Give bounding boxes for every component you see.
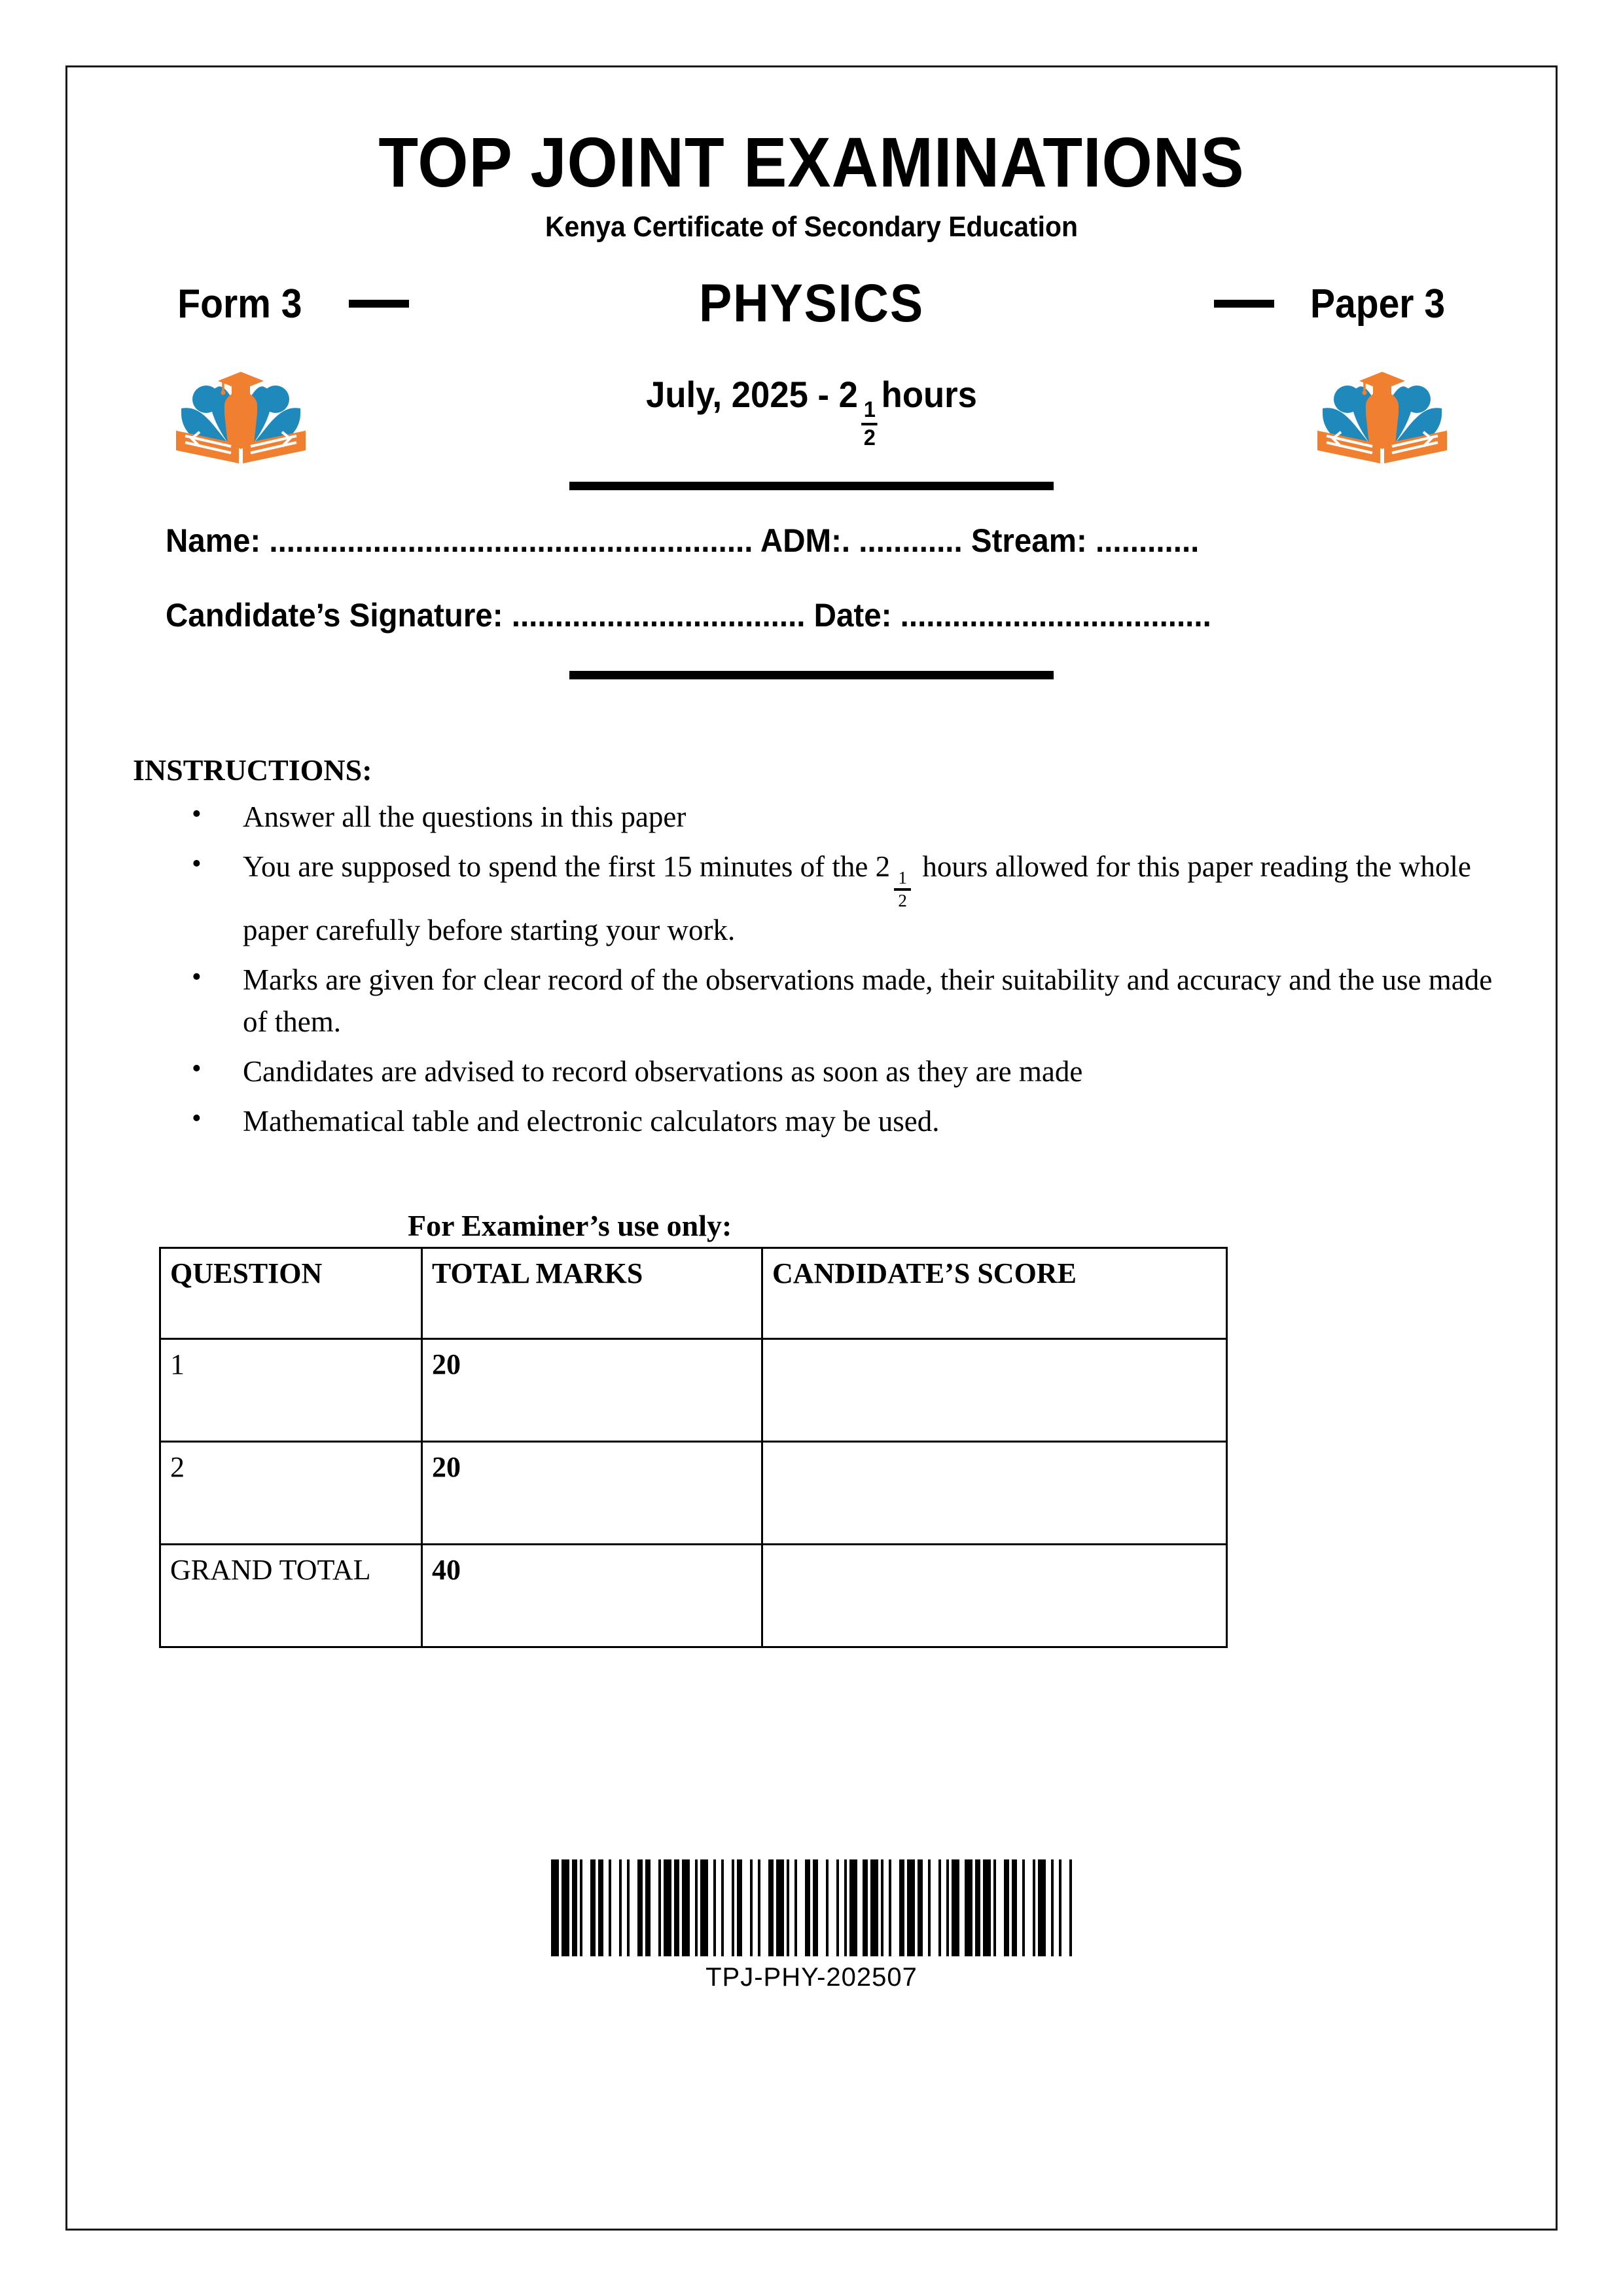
instruction-item (192, 1101, 1497, 1143)
barcode-bar (1012, 1859, 1017, 1956)
subject-row (67, 271, 1556, 336)
barcode-space (753, 1859, 758, 1956)
barcode-space (818, 1859, 826, 1956)
barcode-space (829, 1859, 836, 1956)
dash-left-decoration (349, 300, 409, 308)
barcode-space (651, 1859, 658, 1956)
barcode-bar (805, 1859, 810, 1956)
barcode-space (959, 1859, 965, 1956)
barcode-bar (1004, 1859, 1009, 1956)
barcode-space (883, 1859, 889, 1956)
barcode-space (742, 1859, 750, 1956)
name-field-row (166, 522, 1449, 560)
table-header-row (160, 1247, 1227, 1338)
adm-input[interactable]: ............ (859, 522, 963, 560)
barcode-bar (870, 1859, 878, 1956)
barcode-space (630, 1859, 637, 1956)
stream-input[interactable]: ............ (1095, 522, 1200, 560)
barcode-space (582, 1859, 590, 1956)
barcode-space (996, 1859, 1004, 1956)
duration-suffix: hours (881, 374, 977, 416)
fraction-denominator: 2 (898, 891, 907, 911)
exam-duration (112, 373, 1511, 449)
instruction-item (192, 1051, 1497, 1093)
barcode-bar (700, 1859, 708, 1956)
form-label: Form 3 (177, 281, 302, 327)
duration-row (67, 346, 1556, 476)
barcode-bar (849, 1859, 857, 1956)
barcode-bar (645, 1859, 651, 1956)
barcode-bar (965, 1859, 972, 1956)
barcode-space (716, 1859, 721, 1956)
barcode-space (941, 1859, 946, 1956)
cell-question: GRAND TOTAL (160, 1544, 422, 1647)
barcode-bar (562, 1859, 569, 1956)
barcode-space (1061, 1859, 1069, 1956)
fraction-denominator: 2 (863, 425, 876, 450)
barcode-bar (572, 1859, 577, 1956)
cell-total-marks: 20 (422, 1338, 762, 1441)
instructions-section (67, 753, 1556, 1142)
barcode-space (923, 1859, 928, 1956)
instruction-text: Mathematical table and electronic calculators may be used. (243, 1104, 940, 1138)
examiner-section (67, 1208, 1556, 1648)
instruction-text: You are supposed to spend the first 15 minutes of the 2 (243, 850, 891, 884)
barcode-bar (768, 1859, 774, 1956)
cell-question: 2 (160, 1441, 422, 1544)
dash-right-decoration (1214, 300, 1274, 308)
barcode-space (611, 1859, 619, 1956)
barcode-bar (1069, 1859, 1072, 1956)
date-input[interactable]: .................................... (900, 597, 1211, 634)
name-label: Name: (166, 522, 261, 560)
barcode-bar (664, 1859, 671, 1956)
cell-candidate-score[interactable] (762, 1441, 1227, 1544)
table-row (160, 1441, 1227, 1544)
instruction-text: Marks are given for clear record of the observations made, their suitability and accuracy and the use made of them. (243, 963, 1493, 1038)
barcode-bar (1038, 1859, 1046, 1956)
barcode-bar (975, 1859, 980, 1956)
page-frame (65, 65, 1558, 2231)
cell-candidate-score[interactable] (762, 1338, 1227, 1441)
column-header-candidate-score: CANDIDATE’S SCORE (762, 1247, 1227, 1338)
instructions-list (133, 797, 1497, 1142)
barcode-bar (907, 1859, 915, 1956)
barcode-bar (983, 1859, 991, 1956)
page-subtitle: Kenya Certificate of Secondary Education (544, 211, 1079, 243)
divider-bottom (569, 671, 1054, 679)
barcode-bar (952, 1859, 959, 1956)
instruction-text: Answer all the questions in this paper (243, 800, 687, 834)
signature-label: Candidate’s Signature: (166, 597, 503, 634)
cell-candidate-score[interactable] (762, 1544, 1227, 1647)
instructions-heading: INSTRUCTIONS: (133, 753, 372, 787)
candidate-details-section (67, 522, 1556, 634)
page-title: TOP JOINT EXAMINATIONS (378, 122, 1245, 202)
duration-prefix: July, 2025 - 2 (646, 374, 858, 416)
barcode-space (1046, 1859, 1051, 1956)
table-row (160, 1544, 1227, 1647)
barcode-bar (899, 1859, 904, 1956)
barcode-section (67, 1851, 1556, 1992)
barcode-space (708, 1859, 713, 1956)
barcode-bar (551, 1859, 559, 1956)
fraction-numerator: 1 (898, 868, 907, 888)
instruction-item (192, 960, 1497, 1043)
barcode-space (891, 1859, 899, 1956)
column-header-total-marks: TOTAL MARKS (422, 1247, 762, 1338)
barcode-bar (813, 1859, 818, 1956)
barcode-space (622, 1859, 627, 1956)
divider-top (569, 482, 1054, 490)
barcode-bar (776, 1859, 784, 1956)
barcode-space (797, 1859, 805, 1956)
adm-label: ADM:. (760, 522, 851, 560)
cell-question: 1 (160, 1338, 422, 1441)
barcode-bar (674, 1859, 679, 1956)
exam-logo-right (1307, 351, 1457, 469)
instruction-item (192, 846, 1497, 952)
barcode-bar (598, 1859, 603, 1956)
barcode-bar (590, 1859, 596, 1956)
barcode-space (789, 1859, 794, 1956)
cell-total-marks: 40 (422, 1544, 762, 1647)
date-label: Date: (813, 597, 892, 634)
barcode-bar (737, 1859, 742, 1956)
barcode-space (603, 1859, 609, 1956)
barcode-bar (863, 1859, 868, 1956)
barcode-bar (918, 1859, 923, 1956)
barcode-space (931, 1859, 938, 1956)
barcode-space (1025, 1859, 1033, 1956)
paper-label: Paper 3 (1310, 281, 1446, 327)
instruction-text-cont: hours allowed for this paper reading the whole paper carefully before starting your work. (243, 850, 1471, 947)
instruction-fraction (894, 869, 911, 910)
subject-name: PHYSICS (698, 274, 925, 334)
duration-fraction (862, 399, 878, 449)
examiner-marks-table (159, 1247, 1228, 1648)
barcode-space (760, 1859, 768, 1956)
instruction-item (192, 797, 1497, 838)
column-header-question: QUESTION (160, 1247, 422, 1338)
barcode-label: TPJ-PHY-202507 (705, 1962, 918, 1992)
barcode-bar (682, 1859, 690, 1956)
barcode-space (724, 1859, 732, 1956)
barcode-space (839, 1859, 844, 1956)
table-row (160, 1338, 1227, 1441)
signature-input[interactable]: .................................. (511, 597, 806, 634)
fraction-numerator: 1 (863, 397, 876, 422)
barcode-space (1017, 1859, 1022, 1956)
name-input[interactable]: ........................................................ (269, 522, 753, 560)
barcode-image (551, 1859, 1072, 1956)
examiner-caption: For Examiner’s use only: (408, 1208, 732, 1242)
barcode-bar (637, 1859, 643, 1956)
cell-total-marks: 20 (422, 1441, 762, 1544)
signature-field-row (166, 596, 1449, 634)
stream-label: Stream: (971, 522, 1087, 560)
barcode-space (1054, 1859, 1059, 1956)
barcode-space (690, 1859, 695, 1956)
barcode-space (857, 1859, 863, 1956)
instruction-text: Candidates are advised to record observations as soon as they are made (243, 1054, 1083, 1088)
